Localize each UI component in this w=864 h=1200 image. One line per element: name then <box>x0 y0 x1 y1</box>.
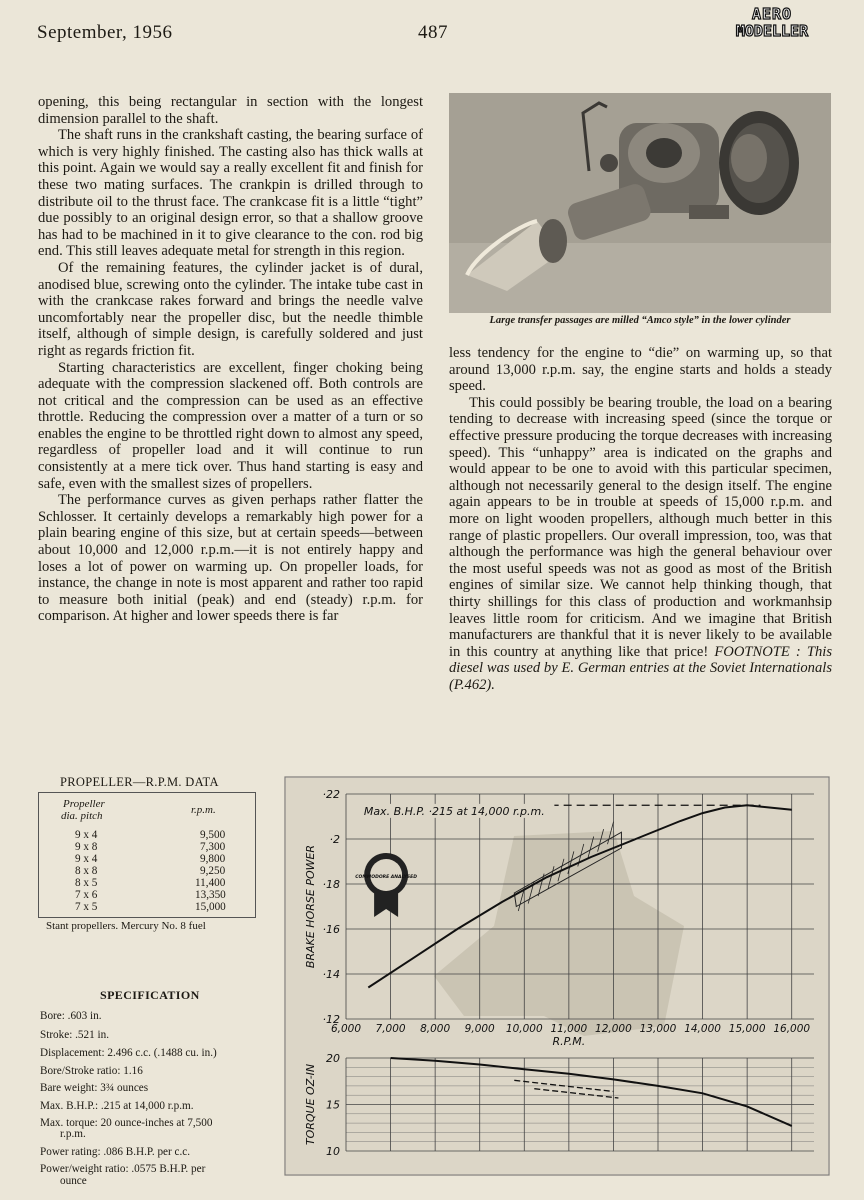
page-number: 487 <box>418 22 448 43</box>
lower-y-tick-label: 20 <box>326 1052 340 1065</box>
table-cell-rpm: 9,250 <box>200 865 226 877</box>
col-header-rpm: r.p.m. <box>191 804 216 816</box>
left-article-column <box>38 94 423 625</box>
table-cell-prop: 8 x 8 <box>75 865 98 877</box>
table-cell-prop: 9 x 4 <box>75 829 98 841</box>
upper-y-tick-label: ·14 <box>322 968 340 981</box>
table-cell-prop: 9 x 4 <box>75 853 98 865</box>
spec-line: Bore/Stroke ratio: 1.16 <box>40 1065 143 1077</box>
table-cell-prop: 7 x 6 <box>75 889 98 901</box>
spec-line: Stroke: .521 in. <box>40 1029 109 1041</box>
spec-line: Displacement: 2.496 c.c. (.1488 cu. in.) <box>40 1047 217 1059</box>
spec-line: ounce <box>60 1175 87 1187</box>
prop-table-footnote: Stant propellers. Mercury No. 8 fuel <box>46 920 206 932</box>
table-cell-rpm: 13,350 <box>195 889 226 901</box>
photo-caption: Large transfer passages are milled “Amco style” in the lower cylinder <box>489 315 791 326</box>
table-cell-rpm: 7,300 <box>200 841 226 853</box>
x-tick-label: 14,000 <box>684 1023 721 1035</box>
paragraph-text: This could possibly be bearing trouble, the load on a bearing tending to decrease with increasing speed (since the torque or effective pressure producing the torque decreases with increasing speed). This “unhappy” area is indicated on the graphs and would appear to be one to avoid with this particular specimen, although not necessarily general to the design itself. The engine again appears to be in trouble at speeds of 15,000 r.p.m. and more on light wooden propellers, although much better in this range of plastic propellers. Our overall impression, too, was that although the performance was high the general behaviour over the most useful speeds was not as good as most of the British engines of similar size. We cannot help thinking though, that thirty shillings for this class of production and workmanhsip leaves little room for criticism. And we imagine that British manufacturers are thankful that it is never likely to be available in this country at anything like that price! <box>449 394 832 660</box>
performance-chart <box>284 776 830 1176</box>
prop-table-title: PROPELLER—R.P.M. DATA <box>60 775 219 789</box>
footnote: FOOTNOTE : This diesel was used by E. German entries at the Soviet Internationals (P.462). <box>449 643 833 693</box>
col-header-propeller: Propeller <box>63 798 105 810</box>
paragraph: The shaft runs in the crankshaft casting, the bearing surface of which is very highly finished. The casting also has thick walls at this point. Again we would say a really excellent fit and finish for these two mating surfaces. The crankpin is drilled through to distribute oil to the thrust face. The crankcase fit is a little “tight” due possibly to an original design error, so that a shallow groove has had to be machined in it to give clearance to the con. rod big end. This still leaves adequate metal for strength in this region. <box>38 127 423 260</box>
paragraph: Of the remaining features, the cylinder jacket is of dural, anodised blue, screwing onto the cylinder. The intake tube cast in with the crankcase rakes forward and brings the needle valve uncomfortably near the propeller disc, but the needle thimble itself, although of simple design, is carefully soldered and just right as regards friction fit. <box>38 259 423 359</box>
spec-line: Bore: .603 in. <box>40 1010 102 1022</box>
engine-photo <box>449 93 831 313</box>
x-axis-label: R.P.M. <box>552 1035 586 1048</box>
prop-rpm-table <box>38 792 256 918</box>
logo-line-2: MODELLER <box>735 22 809 40</box>
x-tick-label: 13,000 <box>639 1023 677 1035</box>
x-tick-label: 11,000 <box>550 1023 588 1035</box>
spec-line: Max. torque: 20 ounce-inches at 7,500 <box>40 1117 213 1129</box>
lower-y-tick-label: 15 <box>326 1098 340 1112</box>
issue-date: September, 1956 <box>37 22 173 43</box>
col-header-dia-pitch: dia. pitch <box>61 810 103 822</box>
max-bhp-annotation: Max. B.H.P. ·215 at 14,000 r.p.m. <box>363 804 545 818</box>
spec-line: r.p.m. <box>60 1128 86 1140</box>
paragraph: less tendency for the engine to “die” on warming up, so that around 13,000 r.p.m. say, the engine starts and holds a steady speed. <box>449 345 832 395</box>
table-cell-rpm: 15,000 <box>195 901 226 913</box>
paragraph: The performance curves as given perhaps rather flatter the Schlosser. It certainly develops a remarkably high power for a plain bearing engine of this size, but at certain speeds—between about 10,000 and 12,000 r.p.m.—it is not entirely happy and loses a lot of power on warming up. On propeller loads, for instance, the change in note is most apparent and rather too rapid to measure both initial (peak) and end (steady) r.p.m. for comparison. At higher and lower speeds there is far <box>38 492 423 625</box>
table-cell-prop: 7 x 5 <box>75 901 98 913</box>
x-tick-label: 10,000 <box>505 1023 543 1035</box>
specification-title: SPECIFICATION <box>100 988 200 1002</box>
paragraph: opening, this being rectangular in section with the longest dimension parallel to the shaft. <box>38 94 423 127</box>
table-cell-rpm: 11,400 <box>195 877 226 889</box>
logo-line-1: AERO <box>751 5 793 23</box>
x-tick-label: 7,000 <box>375 1023 406 1035</box>
upper-y-tick-label: ·22 <box>322 788 340 801</box>
lower-y-tick-label: 10 <box>326 1145 340 1158</box>
spec-line: Power/weight ratio: .0575 B.H.P. per <box>40 1163 206 1175</box>
table-cell-rpm: 9,800 <box>200 853 226 865</box>
table-cell-prop: 9 x 8 <box>75 841 98 853</box>
spec-line: Max. B.H.P.: .215 at 14,000 r.p.m. <box>40 1100 194 1112</box>
x-tick-label: 9,000 <box>464 1023 495 1035</box>
upper-y-tick-label: ·12 <box>322 1013 340 1026</box>
badge-text: COMMODORE ANALYSED <box>355 875 418 880</box>
paragraph <box>449 395 832 694</box>
spec-line: Power rating: .086 B.H.P. per c.c. <box>40 1146 191 1158</box>
magazine-logo <box>716 6 828 46</box>
lower-y-axis-label: TORQUE OZ-IN <box>304 1063 317 1146</box>
upper-y-tick-label: ·2 <box>329 833 340 846</box>
x-tick-label: 8,000 <box>420 1023 451 1035</box>
paragraph: Starting characteristics are excellent, finger choking being adequate with the compression slackened off. Both controls are not critical and the compression can be used as an effective throttle. Reducing the compression over a matter of a turn or so enables the engine to be throttled right down to almost any speed, regardless of propeller load and it will continue to run consistently at a mere tick over. Thus hand starting is easy and safe, even with the smallest sizes of propellers. <box>38 359 423 492</box>
right-article-column <box>449 345 832 693</box>
spec-line: Bare weight: 3¾ ounces <box>40 1082 149 1094</box>
x-tick-label: 15,000 <box>728 1023 766 1035</box>
table-cell-prop: 8 x 5 <box>75 877 98 889</box>
x-tick-label: 16,000 <box>773 1023 811 1035</box>
table-cell-rpm: 9,500 <box>200 829 226 841</box>
upper-y-axis-label: BRAKE HORSE POWER <box>304 844 317 969</box>
x-tick-label: 6,000 <box>330 1023 362 1035</box>
x-tick-label: 12,000 <box>595 1023 632 1035</box>
upper-y-tick-label: ·18 <box>322 878 340 891</box>
upper-y-tick-label: ·16 <box>322 923 340 936</box>
